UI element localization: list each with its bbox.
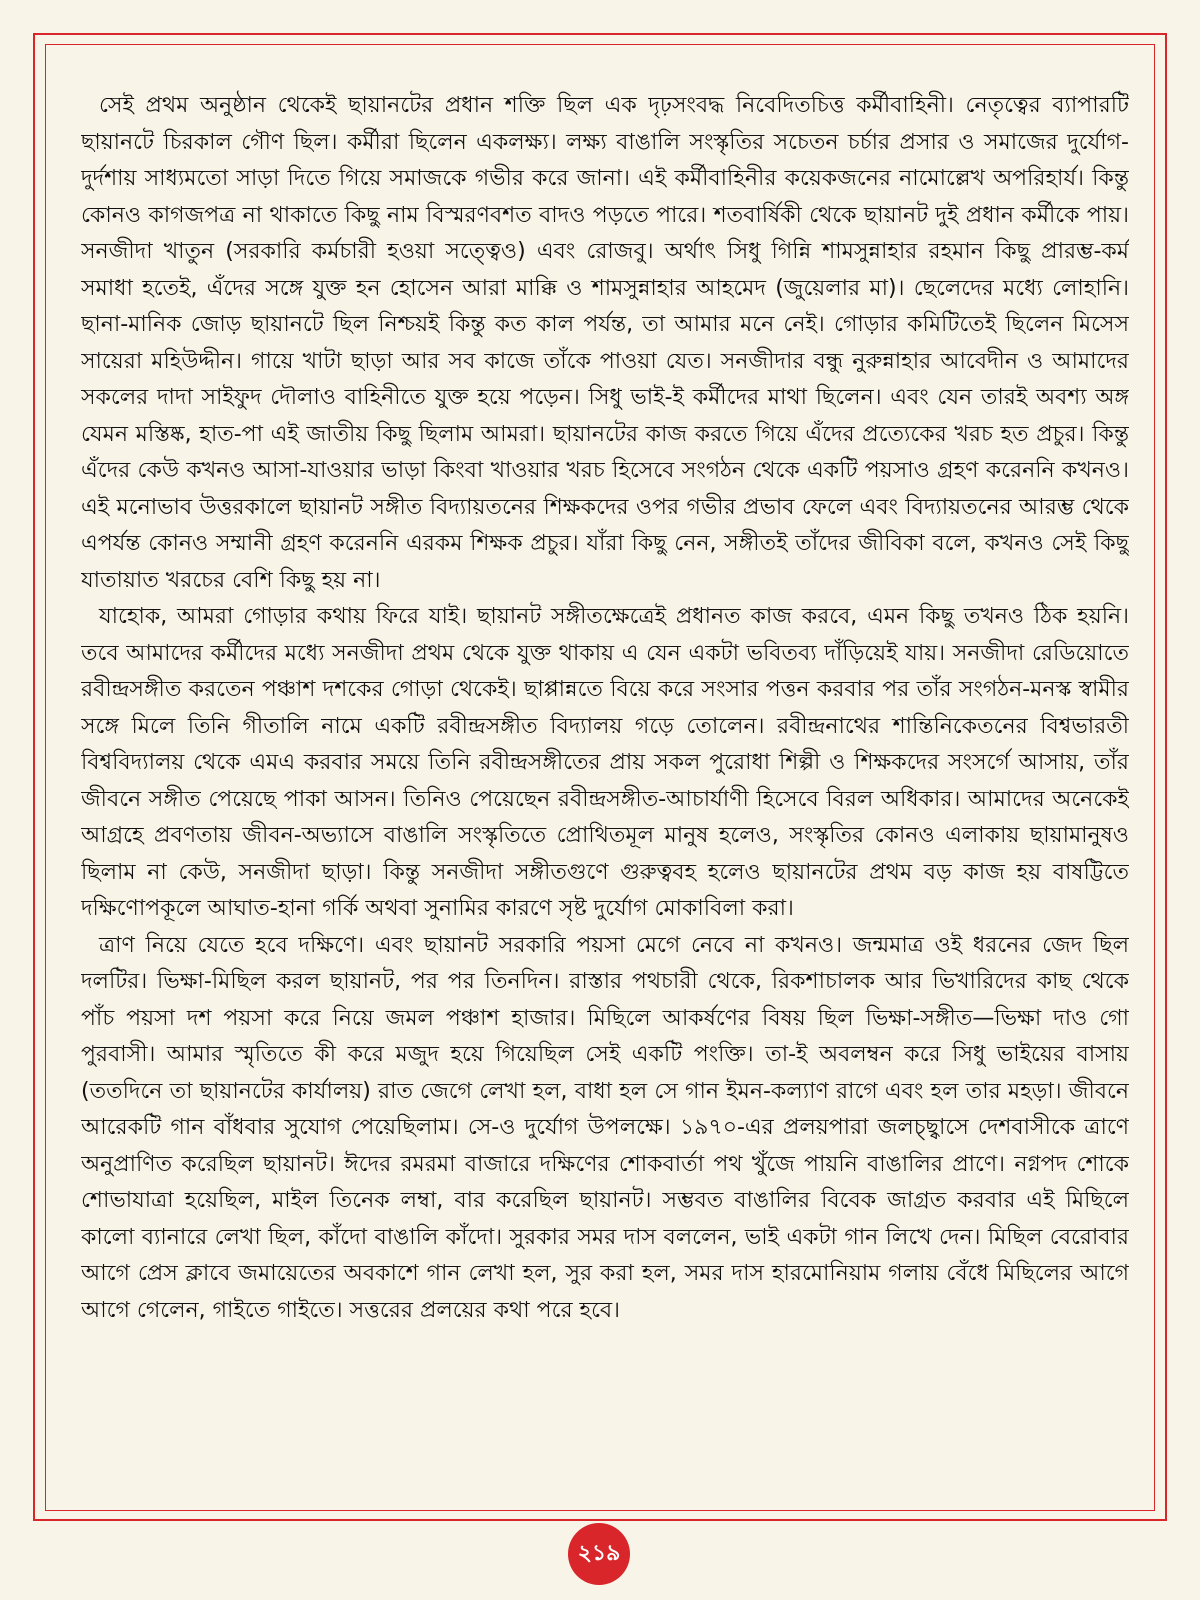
paragraph-2: যাহোক, আমরা গোড়ার কথায় ফিরে যাই। ছায়ানট সঙ্গীতক্ষেত্রেই প্রধানত কাজ করবে, এমন কিছু তখনও ঠিক হয়নি। তবে আমাদের কর্মীদের মধ্যে সনজীদা প্রথম থেকে যুক্ত থাকায় এ যেন একটা ভবিতব্য দাঁড়িয়েই যায়। সনজীদা রেডিয়োতে রবীন্দ্রসঙ্গীত করতেন পঞ্চাশ দশকের গোড়া থেকেই। ছাপ্পান্নতে বিয়ে করে সংসার পত্তন করবার পর তাঁর সংগঠন-মনস্ক স্বামীর সঙ্গে মিলে তিনি গীতালি নামে একটি রবীন্দ্রসঙ্গীত বিদ্যালয় গড়ে তোলেন। রবীন্দ্রনাথের শান্তিনিকেতনের বিশ্বভারতী বিশ্ববিদ্যালয় থেকে এমএ করবার সময়ে তিনি রবীন্দ্রসঙ্গীতের প্রায় সকল পুরোধা শিল্পী ও শিক্ষকদের সংসর্গে আসায়, তাঁর জীবনে সঙ্গীত পেয়েছে পাকা আসন। তিনিও পেয়েছেন রবীন্দ্রসঙ্গীত-আচার্যাণী হিসেবে বিরল অধিকার। আমাদের অনেকেই আগ্রহে প্রবণতায় জীবন-অভ্যাসে বাঙালি সংস্কৃতিতে প্রোথিতমূল মানুষ হলেও, সংস্কৃতির কোনও এলাকায় ছায়ামানুষও ছিলাম না কেউ, সনজীদা ছাড়া। কিন্তু সনজীদা সঙ্গীতগুণে গুরুত্ববহ হলেও ছায়ানটের প্রথম বড় কাজ হয় বাষট্টিতে দক্ষিণোপকূলে আঘাত-হানা গর্কি অথবা সুনামির কারণে সৃষ্ট দুর্যোগ মোকাবিলা করা।	[81, 604, 1129, 921]
page-number: ২১৯	[577, 1540, 621, 1566]
paragraph-1: সেই প্রথম অনুষ্ঠান থেকেই ছায়ানটের প্রধান শক্তি ছিল এক দৃঢ়সংবদ্ধ নিবেদিতচিত্ত কর্মীবাহিনী। নেতৃত্বের ব্যাপারটি ছায়ানটে চিরকাল গৌণ ছিল। কর্মীরা ছিলেন একলক্ষ্য। লক্ষ্য বাঙালি সংস্কৃতির সচেতন চর্চার প্রসার ও সমাজের দুর্যোগ-দুর্দশায় সাধ্যমতো সাড়া দিতে গিয়ে সমাজকে গভীর করে জানা। এই কর্মীবাহিনীর কয়েকজনের নামোল্লেখ অপরিহার্য। কিন্তু কোনও কাগজপত্র না থাকাতে কিছু নাম বিস্মরণবশত বাদও পড়তে পারে। শতবার্ষিকী থেকে ছায়ানট দুই প্রধান কর্মীকে পায়। সনজীদা খাতুন (সরকারি কর্মচারী হওয়া সত্ত্বেও) এবং রোজবু। অর্থাৎ সিধু গিন্নি শামসুন্নাহার রহমান কিছু প্রারম্ভ-কর্ম সমাধা হতেই, এঁদের সঙ্গে যুক্ত হন হোসেন আরা মাক্কি ও শামসুন্নাহার আহমেদ (জুয়েলার মা)। ছেলেদের মধ্যে লোহানি। ছানা-মানিক জোড় ছায়ানটে ছিল নিশ্চয়ই কিন্তু কত কাল পর্যন্ত, তা আমার মনে নেই। গোড়ার কমিটিতেই ছিলেন মিসেস সায়েরা মহিউদ্দীন। গায়ে খাটা ছাড়া আর সব কাজে তাঁকে পাওয়া যেত। সনজীদার বন্ধু নুরুন্নাহার আবেদীন ও আমাদের সকলের দাদা সাইফুদ দৌলাও বাহিনীতে যুক্ত হয়ে পড়েন। সিধু ভাই-ই কর্মীদের মাথা ছিলেন। এবং যেন তারই অবশ্য অঙ্গ যেমন মস্তিষ্ক, হাত-পা এই জাতীয় কিছু ছিলাম আমরা। ছায়ানটের কাজ করতে গিয়ে এঁদের প্রত্যেকের খরচ হত প্রচুর। কিন্তু এঁদের কেউ কখনও আসা-যাওয়ার ভাড়া কিংবা খাওয়ার খরচ হিসেবে সংগঠন থেকে একটি পয়সাও গ্রহণ করেননি কখনও। এই মনোভাব উত্তরকালে ছায়ানট সঙ্গীত বিদ্যায়তনের শিক্ষকদের ওপর গভীর প্রভাব ফেলে এবং বিদ্যায়তনের আরম্ভ থেকে এপর্যন্ত কোনও সম্মানী গ্রহণ করেননি এরকম শিক্ষক প্রচুর। যাঁরা কিছু নেন, সঙ্গীতই তাঁদের জীবিকা বলে, কখনও সেই কিছু যাতায়াত খরচের বেশি কিছু হয় না।	[81, 93, 1129, 593]
page-number-badge	[568, 1523, 630, 1585]
body-text	[81, 88, 1129, 1518]
paragraph-3: ত্রাণ নিয়ে যেতে হবে দক্ষিণে। এবং ছায়ানট সরকারি পয়সা মেগে নেবে না কখনও। জন্মমাত্র ওই ধরনের জেদ ছিল দলটির। ভিক্ষা-মিছিল করল ছায়ানট, পর পর তিনদিন। রাস্তার পথচারী থেকে, রিকশাচালক আর ভিখারিদের কাছ থেকে পাঁচ পয়সা দশ পয়সা করে নিয়ে জমল পঞ্চাশ হাজার। মিছিলে আকর্ষণের বিষয় ছিল ভিক্ষা-সঙ্গীত—ভিক্ষা দাও গো পুরবাসী। আমার স্মৃতিতে কী করে মজুদ হয়ে গিয়েছিল সেই একটি পংক্তি। তা-ই অবলম্বন করে সিধু ভাইয়ের বাসায় (ততদিনে তা ছায়ানটের কার্যালয়) রাত জেগে লেখা হল, বাধা হল সে গান ইমন-কল্যাণ রাগে এবং হল তার মহড়া। জীবনে আরেকটি গান বাঁধবার সুযোগ পেয়েছিলাম। সে-ও দুর্যোগ উপলক্ষে। ১৯৭০-এর প্রলয়পারা জলচ্ছ্বাসে দেশবাসীকে ত্রাণে অনুপ্রাণিত করেছিল ছায়ানট। ঈদের রমরমা বাজারে দক্ষিণের শোকবার্তা পথ খুঁজে পায়নি বাঙালির প্রাণে। নগ্নপদ শোকে শোভাযাত্রা হয়েছিল, মাইল তিনেক লম্বা, বার করেছিল ছায়ানট। সম্ভবত বাঙালির বিবেক জাগ্রত করবার এই মিছিলে কালো ব্যানারে লেখা ছিল, কাঁদো বাঙালি কাঁদো। সুরকার সমর দাস বললেন, ভাই একটা গান লিখে দেন। মিছিল বেরোবার আগে প্রেস ক্লাবে জমায়েতের অবকাশে গান লেখা হল, সুর করা হল, সমর দাস হারমোনিয়াম গলায় বেঁধে মিছিলের আগে আগে গেলেন, গাইতে গাইতে। সত্তরের প্রলয়ের কথা পরে হবে।	[81, 932, 1129, 1323]
